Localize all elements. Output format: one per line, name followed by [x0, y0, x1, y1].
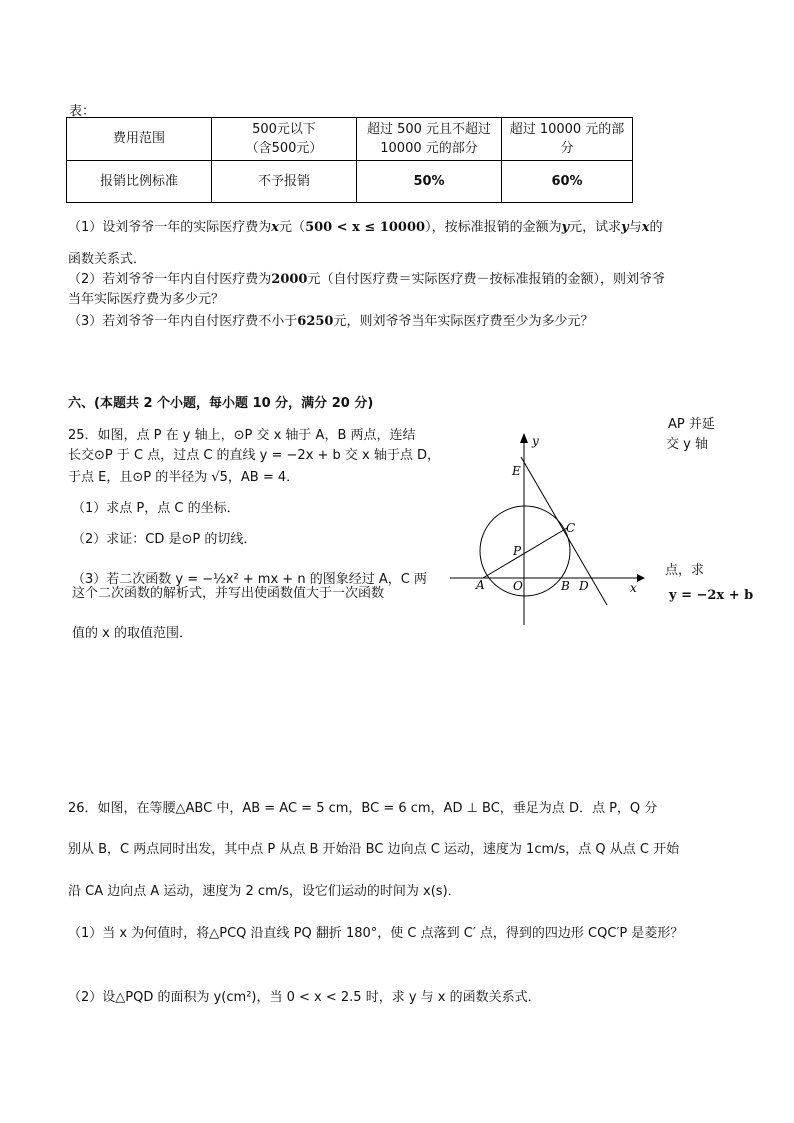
- table-label-ratio: 报销比例标准: [67, 160, 212, 203]
- q25-right-4: y = −2x + b: [669, 588, 754, 603]
- label-b: B: [561, 579, 570, 593]
- label-o: O: [513, 579, 523, 593]
- q25-right-2: 交 y 轴: [666, 437, 708, 452]
- label-x: x: [630, 581, 637, 595]
- q25-right-3: 点，求: [665, 563, 705, 578]
- line-ac: [483, 528, 567, 578]
- q24-part1: （1）设刘爷爷一年的实际医疗费为x元（500 < x ≤ 10000），按标准报销的金额为y元，试求y与x的: [68, 220, 663, 235]
- table-caption: 表：: [69, 104, 96, 119]
- q25-line1: 25．如图，点 P 在 y 轴上，⊙P 交 x 轴于 A，B 两点，连结: [68, 428, 416, 443]
- q25-sub3-line3: 值的 x 的取值范围．: [72, 626, 192, 641]
- label-c: C: [566, 521, 576, 535]
- section-heading: 六、(本题共 2 个小题，每小题 10 分，满分 20 分): [68, 396, 374, 411]
- table-header-fee-range: 费用范围: [67, 118, 212, 161]
- table-cell-no-reimburse: 不予报销: [212, 160, 357, 203]
- q25-figure: [440, 425, 655, 630]
- q25-sub1: （1）求点 P，点 C 的坐标．: [72, 501, 240, 516]
- q24-part1-line2: 函数关系式．: [68, 252, 147, 267]
- table-header-500-10000: 超过 500 元且不超过 10000 元的部分: [357, 118, 502, 161]
- table-cell-60: 60%: [502, 160, 633, 203]
- x-axis-arrow: [637, 574, 645, 582]
- q25-right-1: AP 并延: [668, 417, 715, 432]
- q26-sub2: （2）设△PQD 的面积为 y(cm²)，当 0 < x < 2.5 时，求 y 与 x 的函数关系式．: [68, 990, 541, 1005]
- label-p: P: [513, 544, 522, 558]
- q26-line2: 别从 B，C 两点同时出发，其中点 P 从点 B 开始沿 BC 边向点 C 运动，速度为 1cm/s，点 Q 从点 C 开始: [68, 842, 680, 857]
- table-header-below-500: 500元以下 （含500元）: [212, 118, 357, 161]
- q25-line2: 长交⊙P 于 C 点，过点 C 的直线 y = −2x + b 交 x 轴于点 D，: [68, 448, 441, 463]
- q25-line3: 于点 E，且⊙P 的半径为 √5，AB = 4．: [68, 470, 300, 485]
- q25-sub3-line2: 这个二次函数的解析式，并写出使函数值大于一次函数: [72, 586, 385, 601]
- label-y: y: [532, 434, 539, 448]
- y-axis-arrow: [520, 433, 528, 443]
- q25-sub3: （3）若二次函数 y = −½x² + mx + n 的图象经过 A，C 两: [72, 572, 427, 587]
- reimbursement-table: [66, 117, 633, 203]
- q24-part2-line2: 当年实际医疗费为多少元？: [68, 292, 225, 307]
- q26-line3: 沿 CA 边向点 A 运动，速度为 2 cm/s，设它们运动的时间为 x(s)．: [68, 884, 461, 899]
- q24-part3: （3）若刘爷爷一年内自付医疗费不小于6250元，则刘爷爷当年实际医疗费至少为多少元？: [68, 314, 594, 329]
- circle-p: [480, 506, 570, 596]
- q26-sub1: （1）当 x 为何值时，将△PCQ 沿直线 PQ 翻折 180°，使 C 点落到 C′ 点，得到的四边形 CQC′P 是菱形？: [68, 926, 684, 941]
- label-e: E: [512, 464, 521, 478]
- q24-part2: （2）若刘爷爷一年内自付医疗费为2000元（自付医疗费＝实际医疗费－按标准报销的金额），则刘爷爷: [68, 272, 665, 287]
- q26-line1: 26．如图，在等腰△ABC 中，AB = AC = 5 cm，BC = 6 cm，AD ⊥ BC，垂足为点 D．点 P，Q 分: [68, 801, 658, 816]
- table-cell-50: 50%: [357, 160, 502, 203]
- q25-sub2: （2）求证：CD 是⊙P 的切线．: [72, 532, 257, 547]
- label-d: D: [579, 579, 589, 593]
- table-header-above-10000: 超过 10000 元的部分: [502, 118, 633, 161]
- label-a: A: [476, 578, 485, 592]
